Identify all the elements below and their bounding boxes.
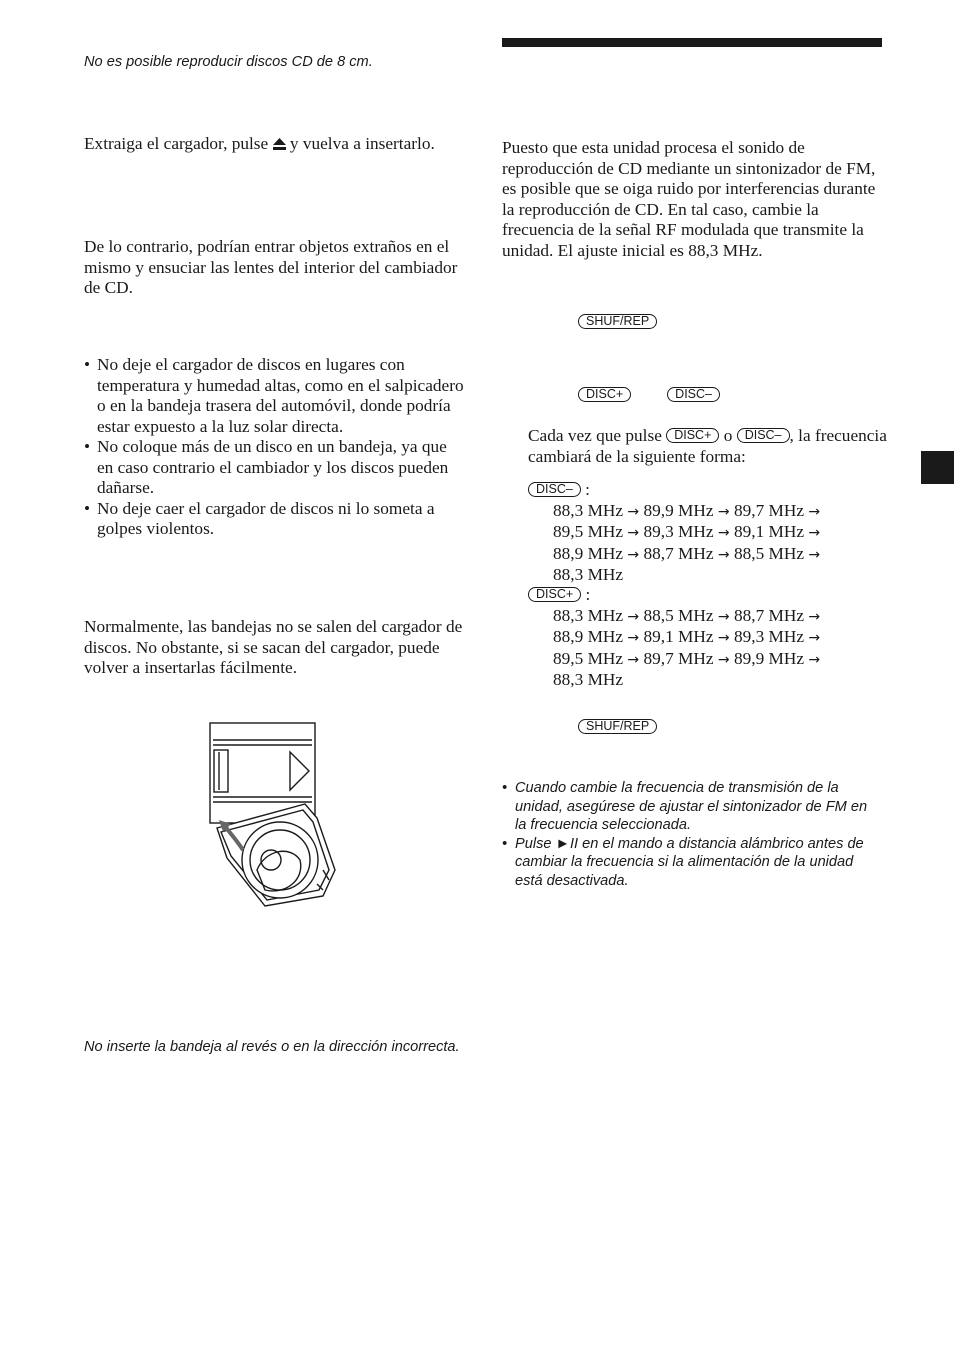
disc-minus-key-inline: DISC– (737, 428, 790, 443)
freq-line: 89,5 MHz → 89,3 MHz → 89,1 MHz → (553, 522, 821, 541)
eject-text-after: y vuelva a insertarlo. (289, 134, 435, 153)
disc-plus-button[interactable]: DISC+ (578, 387, 631, 402)
section-rule (502, 38, 882, 47)
notes-list (502, 779, 882, 890)
tray-note: No inserte la bandeja al revés o en la dirección incorrecta. (84, 1039, 460, 1055)
freq-line: 88,3 MHz (553, 670, 624, 689)
intro-text: Puesto que esta unidad procesa el sonido de reproducción de CD mediante un sintonizador de FM, es posible que se oiga ruido por interferencias durante la reproducción de CD. En tal caso, cambie la frecuencia de la señal RF modulada que transmite la unidad. El ajuste inicial es 88,3 MHz. (502, 138, 876, 260)
disc-plus-sequence: DISC+ : 88,3 MHz → 88,5 MHz → 88,7 MHz → 88,9 MHz → 89,1 MHz → 89,3 MHz → 89,5 MHz → 89,7 MHz → 89,9 MHz → 88,3 MHz (528, 585, 888, 691)
freq-line: 88,9 MHz → 89,1 MHz → 89,3 MHz → (553, 627, 821, 646)
disc-plus-key-label: DISC+ (528, 587, 581, 602)
shuf-rep-button[interactable]: SHUF/REP (578, 314, 657, 329)
each-time-text: Cada vez que pulse DISC+ o DISC– , la frecuencia cambiará de la siguiente forma: (528, 426, 887, 466)
shuf-rep-button-final[interactable]: SHUF/REP (578, 719, 657, 734)
page-tab-marker (921, 451, 954, 484)
precautions-list (84, 355, 464, 540)
freq-line: 89,5 MHz → 89,7 MHz → 89,9 MHz → (553, 648, 821, 668)
trays-text: Normalmente, las bandejas no se salen del cargador de discos. No obstante, si se sacan del cargador, puede volver a insertarlas fácilmente. (84, 617, 463, 677)
step3 (578, 719, 657, 737)
disc-minus-button[interactable]: DISC– (667, 387, 720, 402)
disc-minus-key-label: DISC– (528, 482, 581, 497)
step2 (578, 387, 720, 405)
freq-line: 88,3 MHz (553, 565, 624, 584)
disc-plus-key-inline: DISC+ (666, 428, 719, 443)
eject-text-before: Extraiga el cargador, pulse (84, 134, 269, 153)
list-item: • Pulse ►II en el mando a distancia alámbrico antes de cambiar la frecuencia si la alimentación de la unidad está desactivada. (502, 835, 864, 889)
eject-instruction (84, 134, 464, 155)
list-item: • No coloque más de un disco en un bandeja, ya que en caso contrario el cambiador y los discos pueden dañarse. (84, 437, 449, 497)
list-item: • No deje el cargador de discos en lugares con temperatura y humedad altas, como en el salpicadero o en la bandeja trasera del automóvil, donde podría estar expuesto a la luz solar directa. (84, 355, 464, 436)
list-item: • Cuando cambie la frecuencia de transmisión de la unidad, asegúrese de ajustar el sintonizador de FM en la frecuencia seleccionada. (502, 780, 868, 833)
freq-line: 88,3 MHz → 89,9 MHz → 89,7 MHz → (553, 500, 821, 520)
step1 (578, 314, 657, 332)
freq-line: 88,9 MHz → 88,7 MHz → 88,5 MHz → (553, 543, 821, 563)
tray-illustration (205, 720, 345, 915)
list-item: • No deje caer el cargador de discos ni lo someta a golpes violentos. (84, 498, 435, 538)
disc-minus-sequence: DISC– : 88,3 MHz → 89,9 MHz → 89,7 MHz → 89,5 MHz → 89,3 MHz → 89,1 MHz → 88,9 MHz → 88,7 MHz → 88,5 MHz → 88,3 MHz (528, 480, 888, 586)
note-8cm: No es posible reproducir discos CD de 8 cm. (84, 54, 373, 70)
eject-icon (273, 138, 286, 150)
freq-line: 88,3 MHz → 88,5 MHz → 88,7 MHz → (553, 605, 821, 625)
foreign-objects-text: De lo contrario, podrían entrar objetos extraños en el mismo y ensuciar las lentes del interior del cambiador de CD. (84, 237, 458, 297)
